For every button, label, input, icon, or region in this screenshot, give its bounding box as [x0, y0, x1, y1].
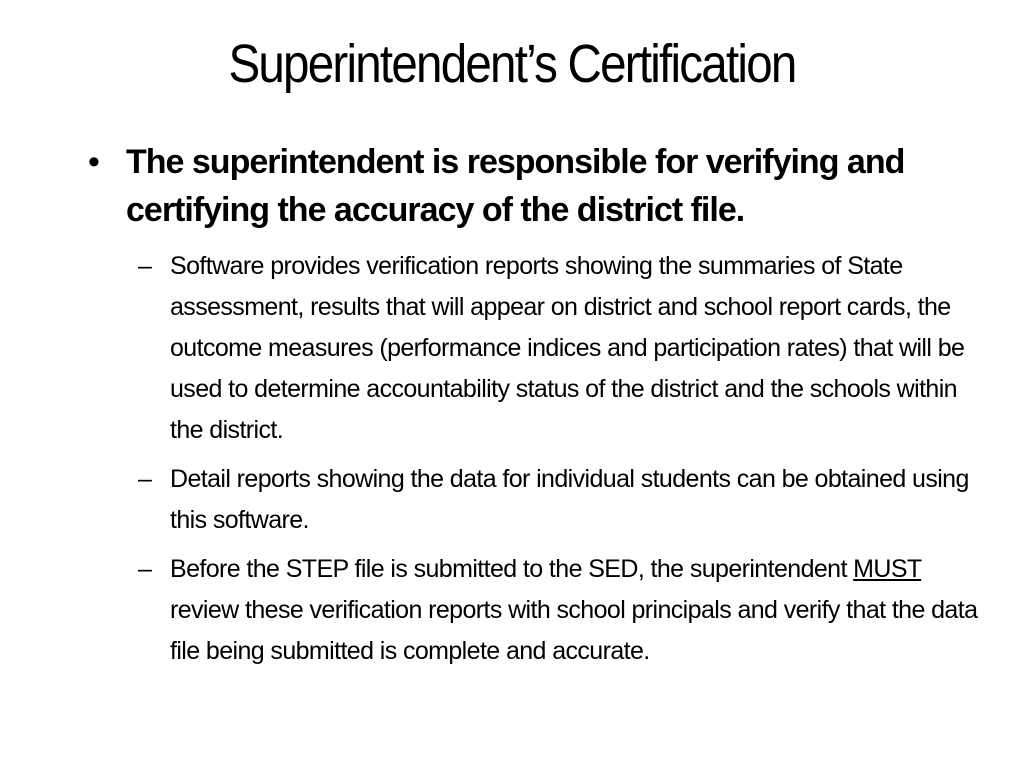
main-bullet-text: The superintendent is responsible for verifying and certifying the accuracy of the district file. — [126, 143, 905, 229]
sub-bullet-text-before: Before the STEP file is submitted to the SED, the superintendent — [170, 555, 854, 583]
sub-bullet-text: Detail reports showing the data for individual students can be obtained using this software. — [170, 465, 969, 534]
sub-bullet-text: Software provides verification reports showing the summaries of State assessment, results that will appear on district and school report cards, the outcome measures (performance indices and participation rates) that will be used to determine accountability status of the district and the schools within the district. — [170, 252, 965, 444]
bullet-marker: • — [88, 143, 99, 181]
sub-bullet-list — [84, 246, 994, 672]
slide-title: Superintendent’s Certification — [228, 34, 796, 94]
must-emphasis: MUST — [853, 555, 922, 583]
sub-bullet-step-file — [132, 549, 994, 672]
sub-bullet-software — [132, 246, 994, 451]
slide-body — [84, 138, 994, 680]
dash-marker: – — [138, 465, 152, 493]
dash-marker: – — [138, 252, 152, 280]
sub-bullet-text-after: review these verification reports with school principals and verify that the data file being submitted is complete and accurate. — [170, 596, 978, 665]
dash-marker: – — [138, 555, 152, 583]
main-bullet — [84, 138, 994, 234]
sub-bullet-detail-reports — [132, 459, 994, 541]
